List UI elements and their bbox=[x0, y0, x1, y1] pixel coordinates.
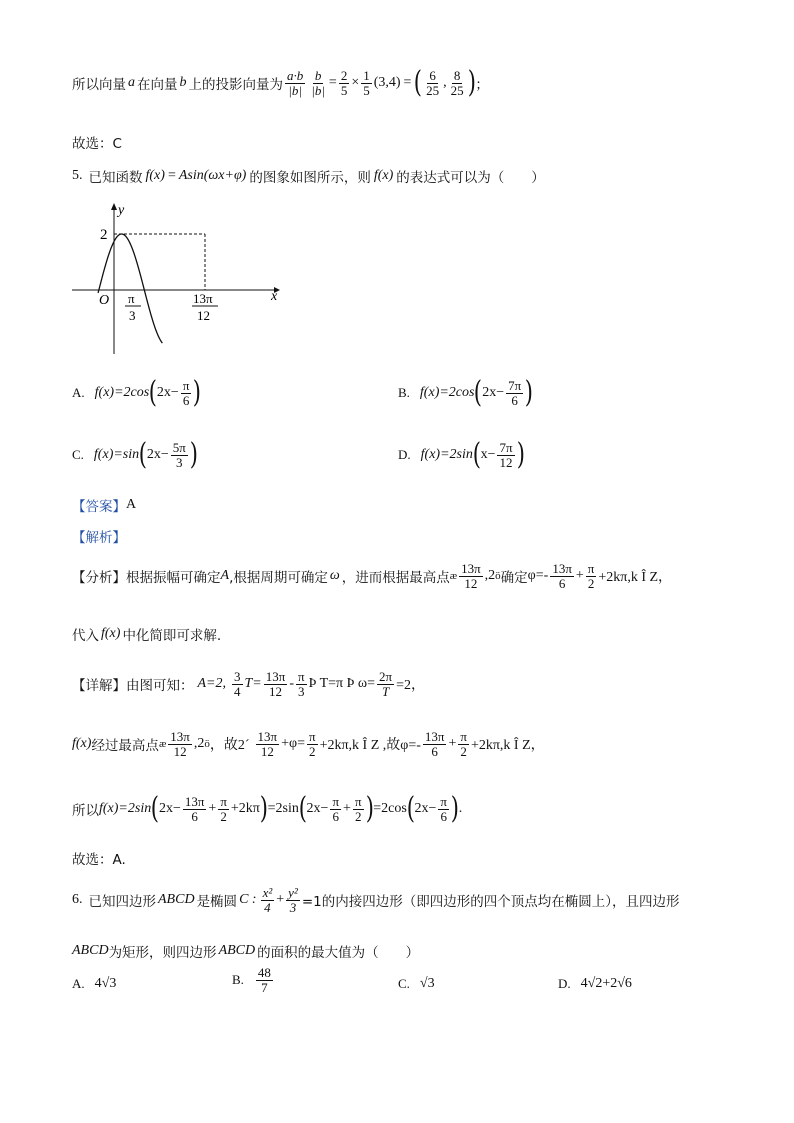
xiangjie-line-3: 所以 f(x)=2sin ( 2x− $\frac{13\pi}{6}$ + $\frac{\pi}{2}$ +2kπ ) =2sin ( 2x− $\frac{\pi}{6}$ + $\frac{\pi}{2}$ ) =2cos ( 2x− $\frac{\pi}{6}$ ) . bbox=[72, 791, 463, 826]
option-label: B. bbox=[398, 385, 410, 400]
fraction-numerator: a·b bbox=[287, 67, 304, 83]
sine-curve bbox=[98, 234, 162, 343]
fraction-denominator: 5 bbox=[363, 82, 370, 98]
projection-mid1: 在向量 bbox=[137, 77, 178, 93]
fenxi-label: 【分析】 bbox=[72, 570, 126, 587]
projection-tail: ； bbox=[475, 77, 489, 93]
fraction-numerator: 8 bbox=[453, 67, 461, 83]
answer-value: A bbox=[126, 497, 137, 512]
projection-line: 所以向量 a 在向量 b 上的投影向量为 $\frac{a\cdot b}{|b|}$ $\frac{b}{|b|}$ = $\frac{2}{5}$ × $\frac{1}{5}$ (3,4) = ( $\frac{6}{25}$ , $\frac{8}{25}$ ) ； bbox=[72, 65, 489, 100]
equals-sign: = bbox=[328, 75, 337, 90]
question-text: 的图象如图所示，则 bbox=[249, 170, 371, 186]
fraction-denominator: 3 bbox=[176, 454, 183, 470]
fraction-numerator: 7π bbox=[508, 377, 522, 393]
fraction-denominator: 6 bbox=[182, 392, 190, 408]
xiangjie-line-2: f(x) 经过最高点 æ $\frac{13\pi}{12}$ ,2 ö ，故2´ $\frac{13\pi}{12}$ +φ= $\frac{\pi}{2}$ +2kπ,k Î Z ,故φ=- $\frac{13\pi}{6}$ + $\frac{\pi}{2}$ +2kπ,k Î Z， bbox=[72, 729, 545, 759]
option-value: √3 bbox=[419, 976, 435, 991]
fraction-2-5 bbox=[339, 69, 350, 97]
previous-answer: 故选：C bbox=[72, 136, 122, 152]
question-text: 的表达式可以为（ ） bbox=[396, 170, 545, 186]
equals-sign: = bbox=[167, 168, 176, 183]
y-axis-label: y bbox=[118, 203, 125, 218]
fraction-unit-vector bbox=[309, 69, 327, 97]
sine-graph bbox=[68, 198, 290, 360]
fraction-denominator: |b| bbox=[311, 82, 325, 98]
option-label: C. bbox=[398, 976, 410, 991]
fraction-denominator: 25 bbox=[450, 82, 464, 98]
question-5 bbox=[72, 166, 545, 186]
option-c[interactable]: C. f(x)=sin ( 2x− $\frac{5\pi}{3}$ ) bbox=[72, 437, 198, 472]
fraction-numerator: 7π bbox=[499, 439, 513, 455]
option-fraction bbox=[506, 379, 523, 407]
question-6-line-2: ABCD 为矩形，则四边形 ABCD 的面积的最大值为（ ） bbox=[72, 943, 420, 961]
fraction-dot-over-norm bbox=[285, 69, 305, 97]
option-expression: f(x)=2sin bbox=[420, 447, 473, 462]
option-expression: f(x)=2cos bbox=[419, 385, 475, 400]
fraction-numerator: 5π bbox=[172, 439, 186, 455]
option-inner: 2x− bbox=[482, 385, 505, 400]
projection-mid2: 上的投影向量为 bbox=[188, 77, 283, 93]
option-b[interactable]: B. f(x)=2cos ( 2x− $\frac{7\pi}{6}$ ) bbox=[398, 375, 534, 410]
option-label: C. bbox=[72, 447, 84, 462]
function-expression: Asin(ωx+φ) bbox=[178, 168, 247, 183]
xiangjie-line-1: 【详解】 由图可知： A=2, $\frac{3}{4}$ T= $\frac{13\pi}{12}$ - $\frac{\pi}{3}$ Þ T=π Þ ω= $\frac{2\pi}{T}$ =2， bbox=[72, 669, 425, 699]
option-label: D. bbox=[398, 447, 411, 462]
answer-label: 【答案】 bbox=[72, 499, 126, 515]
option-fraction bbox=[181, 379, 192, 407]
tick-pi-3-den: 3 bbox=[129, 308, 136, 323]
fraction-denominator: 25 bbox=[426, 82, 440, 98]
function-f: f(x) bbox=[373, 168, 394, 183]
y-axis-arrow bbox=[111, 203, 117, 210]
tick-pi-3-num: π bbox=[128, 291, 135, 306]
analysis-header bbox=[72, 526, 126, 546]
option-a[interactable]: A. f(x)=2cos ( 2x− $\frac{\pi}{6}$ ) bbox=[72, 375, 202, 410]
q6-option-d[interactable] bbox=[558, 976, 632, 992]
q5-final-answer: 故选：A. bbox=[72, 852, 126, 868]
x-axis-label: x bbox=[271, 289, 278, 304]
answer-line bbox=[72, 495, 136, 515]
origin-label: O bbox=[99, 293, 110, 308]
fraction-numerator: b bbox=[314, 67, 322, 83]
vector-3-4: (3,4) bbox=[373, 75, 401, 90]
option-fraction bbox=[497, 441, 514, 469]
option-label: D. bbox=[558, 976, 571, 991]
question-6: 6. 已知四边形 ABCD 是椭圆 C : $\frac{\text{x²}}{4}$ + $\frac{\text{y²}}{3}$ =1的内接四边形（即四边形的四个顶点均在椭圆上），且四边形 bbox=[72, 885, 680, 915]
option-inner: x− bbox=[480, 447, 496, 462]
fraction-denominator: 5 bbox=[340, 82, 348, 98]
fraction-numerator: 1 bbox=[363, 67, 370, 83]
times-sign: × bbox=[351, 75, 360, 90]
fraction-8-25 bbox=[449, 69, 466, 97]
fraction-denominator: 12 bbox=[499, 454, 513, 470]
option-label: B. bbox=[232, 972, 244, 988]
tick-13pi-12-den: 12 bbox=[197, 308, 210, 323]
projection-prefix: 所以向量 bbox=[72, 77, 126, 93]
option-value: 4√2+2√6 bbox=[580, 976, 632, 991]
option-inner: 2x− bbox=[146, 447, 169, 462]
tick-13pi-12-num: 13π bbox=[193, 291, 213, 306]
function-f: f(x) bbox=[145, 168, 165, 183]
question-number: 5. bbox=[72, 168, 83, 183]
xiangjie-label: 【详解】 bbox=[72, 678, 126, 695]
fenxi-line-2: 代入 f(x) 中化简即可求解. bbox=[72, 626, 222, 644]
q6-option-b[interactable] bbox=[232, 966, 275, 994]
fraction-numerator: 6 bbox=[429, 67, 436, 83]
fraction-denominator: 6 bbox=[511, 392, 518, 408]
equals-sign: = bbox=[403, 75, 412, 90]
fraction-numerator: 2 bbox=[340, 67, 348, 83]
option-fraction bbox=[171, 441, 188, 469]
q6-option-c[interactable] bbox=[398, 976, 435, 992]
fenxi-line: 【分析】 根据振幅可确定 A ,根据周期可确定 ω ，进而根据最高点 æ $\frac{13\pi}{12}$ ,2 ö 确定 φ=- $\frac{13\pi}{6}$ + $\frac{\pi}{2}$ +2kπ,k Î Z， bbox=[72, 561, 673, 591]
option-label: A. bbox=[72, 385, 85, 400]
fraction-numerator: π bbox=[182, 377, 190, 393]
option-label: A. bbox=[72, 976, 85, 991]
question-number: 6. bbox=[72, 892, 83, 908]
option-inner: 2x− bbox=[156, 385, 179, 400]
option-value: 4√3 bbox=[94, 976, 117, 991]
analysis-label: 【解析】 bbox=[72, 530, 126, 546]
fraction-1-5 bbox=[361, 69, 372, 97]
option-expression: f(x)=sin bbox=[93, 447, 140, 462]
option-expression: f(x)=2cos bbox=[94, 385, 150, 400]
q6-option-a[interactable] bbox=[72, 976, 116, 992]
max-value-label: 2 bbox=[100, 227, 108, 243]
fraction-6-25 bbox=[424, 69, 441, 97]
vector-a: a bbox=[128, 75, 135, 90]
vector-b: b bbox=[179, 75, 187, 90]
question-text: 已知函数 bbox=[88, 170, 143, 186]
option-fraction: $\frac{48}{7}$ bbox=[257, 965, 271, 995]
fraction-denominator: |b| bbox=[288, 82, 302, 98]
option-d[interactable]: D. f(x)=2sin ( x− $\frac{7\pi}{12}$ ) bbox=[398, 437, 525, 472]
